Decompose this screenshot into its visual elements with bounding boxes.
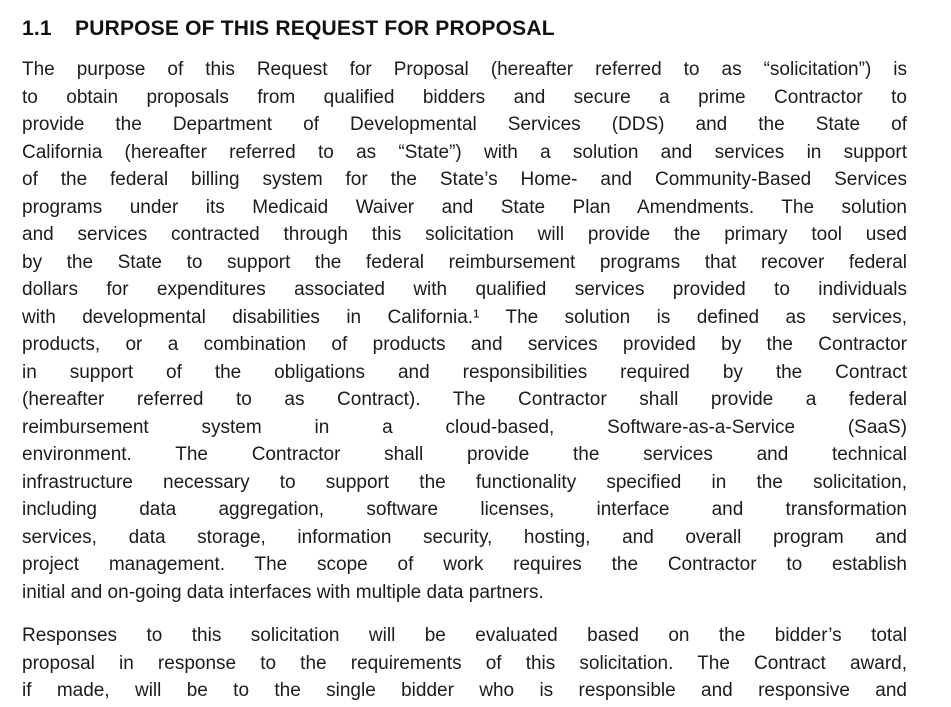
paragraph: [22, 56, 907, 606]
text-line: with developmental disabilities in California.¹ The solution is defined as services,: [22, 306, 907, 328]
section-title: PURPOSE OF THIS REQUEST FOR PROPOSAL: [75, 17, 555, 40]
text-line: reimbursement system in a cloud-based, Software-as-a-Service (SaaS): [22, 416, 907, 438]
section-heading: [22, 14, 907, 44]
text-line: programs under its Medicaid Waiver and State Plan Amendments. The solution: [22, 196, 907, 218]
text-line: Responses to this solicitation will be evaluated based on the bidder’s total: [22, 625, 907, 646]
text-line: initial and on-going data interfaces with multiple data partners.: [22, 581, 544, 603]
text-line: The purpose of this Request for Proposal (hereafter referred to as “solicitation”) is: [22, 59, 907, 80]
text-line: products, or a combination of products and services provided by the Contractor: [22, 334, 907, 355]
text-line: project management. The scope of work requires the Contractor to establish: [22, 554, 907, 575]
text-line: to obtain proposals from qualified bidders and secure a prime Contractor to: [22, 86, 907, 108]
text-line: by the State to support the federal reimbursement programs that recover federal: [22, 251, 907, 273]
section-number: 1.1: [22, 17, 52, 40]
text-line: environment. The Contractor shall provide the services and technical: [22, 444, 907, 465]
text-line: dollars for expenditures associated with qualified services provided to individuals: [22, 279, 907, 300]
text-line: and services contracted through this solicitation will provide the primary tool used: [22, 224, 907, 245]
document-body: [22, 56, 907, 705]
text-line: provide the Department of Developmental Services (DDS) and the State of: [22, 114, 907, 135]
text-line: (hereafter referred to as Contract). The Contractor shall provide a federal: [22, 389, 907, 410]
text-line: of the federal billing system for the State’s Home- and Community-Based Services: [22, 169, 907, 190]
text-line: California (hereafter referred to as “State”) with a solution and services in support: [22, 141, 907, 163]
text-line: in support of the obligations and responsibilities required by the Contract: [22, 361, 907, 383]
text-line: infrastructure necessary to support the functionality specified in the solicitation,: [22, 471, 907, 493]
paragraph: [22, 622, 907, 705]
text-line: if made, will be to the single bidder who is responsible and responsive and: [22, 680, 907, 701]
text-line: proposal in response to the requirements of this solicitation. The Contract award,: [22, 652, 907, 674]
text-line: services, data storage, information security, hosting, and overall program and: [22, 526, 907, 548]
text-line: including data aggregation, software licenses, interface and transformation: [22, 499, 907, 520]
